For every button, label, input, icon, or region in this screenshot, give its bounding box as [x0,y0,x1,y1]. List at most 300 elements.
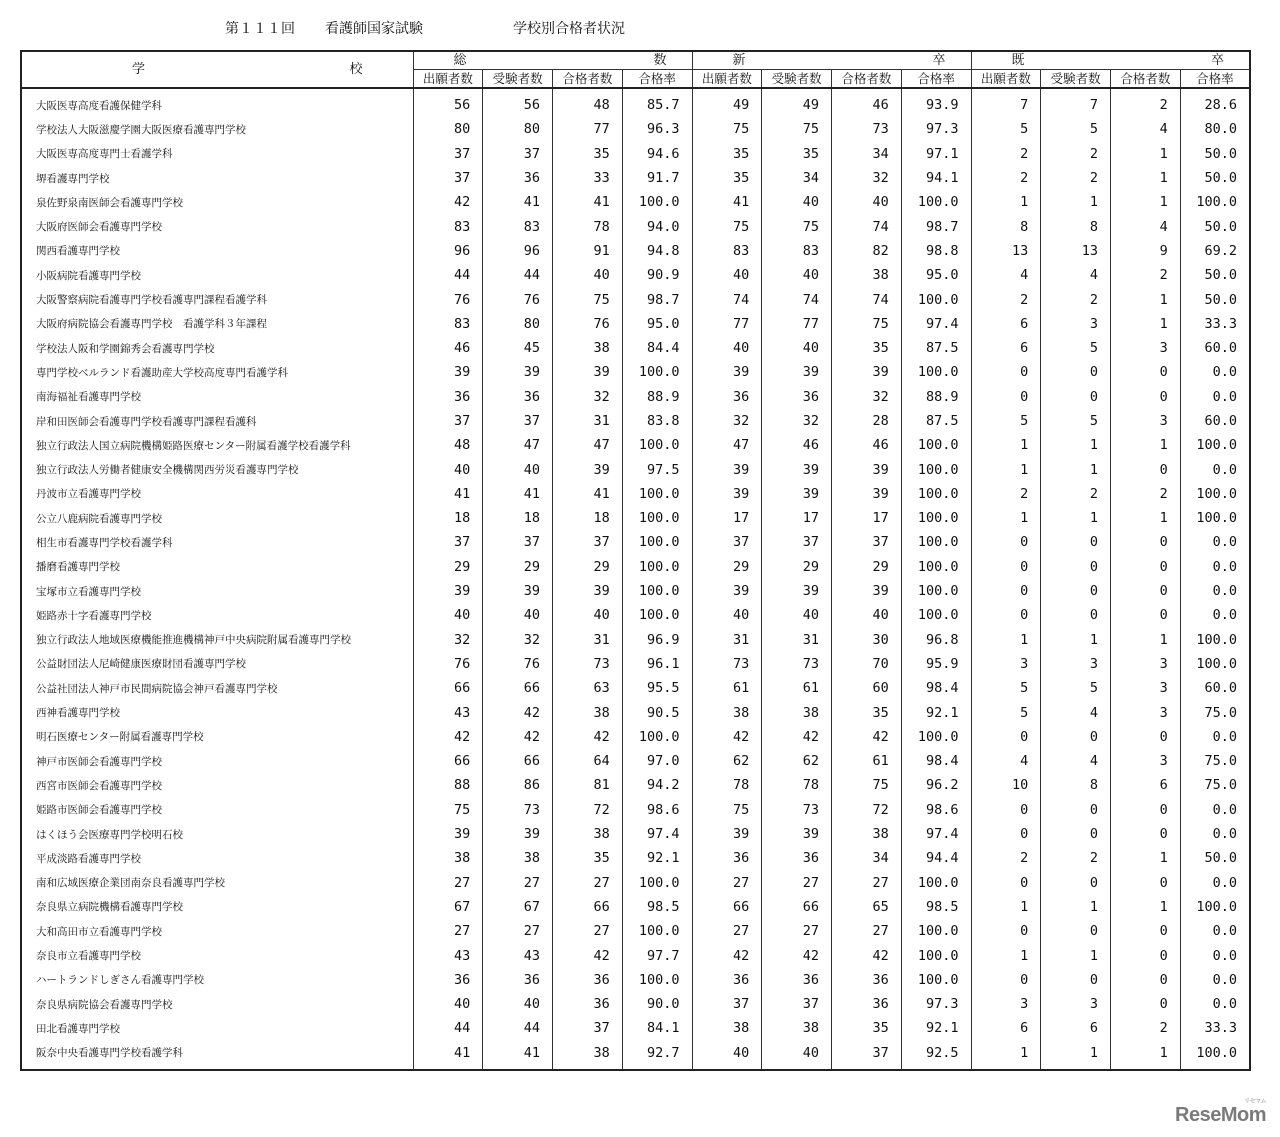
table-row [21,871,1250,895]
value-cell: 66 [483,676,553,700]
value-cell: 8 [971,214,1041,238]
value-cell: 1 [971,457,1041,481]
value-cell: 40 [413,992,483,1016]
value-cell: 42 [762,943,832,967]
value-cell: 100.0 [1180,482,1250,506]
value-cell: 0 [971,725,1041,749]
value-cell: 35 [832,1016,902,1040]
value-cell: 0 [1041,725,1111,749]
value-cell: 49 [692,88,762,117]
value-cell: 33.3 [1180,312,1250,336]
value-cell: 42 [413,725,483,749]
value-cell: 73 [762,798,832,822]
value-cell: 94.8 [622,239,692,263]
value-cell: 50.0 [1180,263,1250,287]
value-cell: 74 [832,214,902,238]
value-cell: 40 [762,190,832,214]
value-cell: 39 [762,482,832,506]
value-cell: 100.0 [1180,652,1250,676]
value-cell: 1 [1111,166,1181,190]
value-cell: 75 [762,117,832,141]
school-name: 大阪医専高度看護保健学科 [21,88,413,117]
value-cell: 98.7 [901,214,971,238]
value-cell: 50.0 [1180,166,1250,190]
table-row [21,919,1250,943]
value-cell: 1 [1111,142,1181,166]
value-cell: 0 [971,871,1041,895]
value-cell: 96.3 [622,117,692,141]
value-cell: 0.0 [1180,457,1250,481]
value-cell: 3 [1041,992,1111,1016]
value-cell: 0 [1111,798,1181,822]
value-cell: 97.5 [622,457,692,481]
value-cell: 94.4 [901,846,971,870]
value-cell: 4 [1041,749,1111,773]
value-cell: 39 [692,579,762,603]
value-cell: 0 [1111,871,1181,895]
value-cell: 41 [483,1041,553,1070]
value-cell: 1 [1111,433,1181,457]
subcolumn-header: 出願者数 [971,70,1041,89]
value-cell: 98.8 [901,239,971,263]
value-cell: 100.0 [901,725,971,749]
value-cell: 29 [692,555,762,579]
value-cell: 40 [413,603,483,627]
results-table [20,50,1251,1071]
value-cell: 100.0 [622,725,692,749]
value-cell: 41 [553,482,623,506]
value-cell: 0 [971,555,1041,579]
value-cell: 4 [1111,214,1181,238]
value-cell: 56 [413,88,483,117]
school-name: 専門学校ベルランド看護助産大学校高度専門看護学科 [21,360,413,384]
school-name: 堺看護専門学校 [21,166,413,190]
value-cell: 6 [1111,773,1181,797]
value-cell: 2 [1041,166,1111,190]
value-cell: 1 [1041,943,1111,967]
group-header-total: 総 数 [413,51,692,70]
school-name: 独立行政法人地域医療機能推進機構神戸中央病院附属看護専門学校 [21,628,413,652]
resemom-logo: リセマム ReseMom [1175,1099,1266,1126]
value-cell: 0 [1041,968,1111,992]
value-cell: 39 [413,579,483,603]
value-cell: 48 [413,433,483,457]
table-row [21,968,1250,992]
value-cell: 40 [762,336,832,360]
value-cell: 34 [832,846,902,870]
value-cell: 0 [971,530,1041,554]
table-row [21,628,1250,652]
value-cell: 6 [1041,1016,1111,1040]
value-cell: 36 [762,968,832,992]
value-cell: 39 [553,457,623,481]
value-cell: 100.0 [901,457,971,481]
value-cell: 1 [971,895,1041,919]
value-cell: 97.7 [622,943,692,967]
value-cell: 5 [971,700,1041,724]
value-cell: 0 [1111,943,1181,967]
value-cell: 98.6 [622,798,692,822]
value-cell: 80 [413,117,483,141]
value-cell: 10 [971,773,1041,797]
value-cell: 36 [692,968,762,992]
value-cell: 37 [553,530,623,554]
value-cell: 75 [762,214,832,238]
value-cell: 47 [692,433,762,457]
value-cell: 78 [692,773,762,797]
school-name: 西神看護専門学校 [21,700,413,724]
value-cell: 35 [832,336,902,360]
school-name: 大阪府病院協会看護専門学校 看護学科３年課程 [21,312,413,336]
value-cell: 31 [692,628,762,652]
value-cell: 50.0 [1180,142,1250,166]
school-name: 奈良市立看護専門学校 [21,943,413,967]
school-name: 独立行政法人労働者健康安全機構関西労災看護専門学校 [21,457,413,481]
value-cell: 60.0 [1180,409,1250,433]
value-cell: 91.7 [622,166,692,190]
value-cell: 38 [413,846,483,870]
table-row [21,239,1250,263]
value-cell: 100.0 [622,433,692,457]
value-cell: 100.0 [622,506,692,530]
value-cell: 80 [483,312,553,336]
value-cell: 39 [692,457,762,481]
value-cell: 100.0 [901,919,971,943]
value-cell: 35 [692,166,762,190]
value-cell: 82 [832,239,902,263]
value-cell: 32 [692,409,762,433]
school-name: はくほう会医療専門学校明石校 [21,822,413,846]
table-row [21,360,1250,384]
value-cell: 95.9 [901,652,971,676]
value-cell: 42 [692,943,762,967]
value-cell: 94.0 [622,214,692,238]
table-row [21,700,1250,724]
value-cell: 17 [692,506,762,530]
school-name: 小阪病院看護専門学校 [21,263,413,287]
school-name: 独立行政法人国立病院機構姫路医療センター附属看護学校看護学科 [21,433,413,457]
table-row [21,676,1250,700]
value-cell: 37 [553,1016,623,1040]
value-cell: 29 [413,555,483,579]
school-name: 宝塚市立看護専門学校 [21,579,413,603]
value-cell: 1 [971,628,1041,652]
value-cell: 39 [832,579,902,603]
value-cell: 40 [762,263,832,287]
value-cell: 34 [832,142,902,166]
value-cell: 2 [971,482,1041,506]
value-cell: 100.0 [901,968,971,992]
value-cell: 1 [971,506,1041,530]
value-cell: 27 [483,871,553,895]
value-cell: 2 [1041,287,1111,311]
school-name: 相生市看護専門学校看護学科 [21,530,413,554]
value-cell: 18 [553,506,623,530]
value-cell: 0.0 [1180,530,1250,554]
value-cell: 31 [553,628,623,652]
value-cell: 0 [1041,871,1111,895]
value-cell: 32 [832,385,902,409]
value-cell: 0 [1041,919,1111,943]
value-cell: 41 [553,190,623,214]
value-cell: 27 [553,919,623,943]
value-cell: 95.5 [622,676,692,700]
value-cell: 85.7 [622,88,692,117]
value-cell: 44 [483,1016,553,1040]
value-cell: 42 [553,725,623,749]
value-cell: 37 [692,530,762,554]
value-cell: 0 [1041,555,1111,579]
table-row [21,1016,1250,1040]
value-cell: 2 [971,166,1041,190]
value-cell: 37 [762,992,832,1016]
value-cell: 42 [832,943,902,967]
value-cell: 46 [832,88,902,117]
value-cell: 75 [832,312,902,336]
school-name: 明石医療センター附属看護専門学校 [21,725,413,749]
table-row [21,312,1250,336]
table-row [21,603,1250,627]
value-cell: 96.1 [622,652,692,676]
value-cell: 1 [1111,846,1181,870]
value-cell: 98.5 [901,895,971,919]
value-cell: 0.0 [1180,992,1250,1016]
value-cell: 100.0 [901,579,971,603]
school-name: 播磨看護専門学校 [21,555,413,579]
value-cell: 39 [832,360,902,384]
value-cell: 67 [413,895,483,919]
value-cell: 75 [553,287,623,311]
value-cell: 83 [483,214,553,238]
table-row [21,142,1250,166]
value-cell: 18 [483,506,553,530]
value-cell: 63 [553,676,623,700]
value-cell: 45 [483,336,553,360]
value-cell: 100.0 [622,579,692,603]
value-cell: 36 [832,992,902,1016]
value-cell: 87.5 [901,409,971,433]
subcolumn-header: 受験者数 [762,70,832,89]
value-cell: 76 [553,312,623,336]
value-cell: 0 [1111,555,1181,579]
table-row [21,992,1250,1016]
table-row [21,117,1250,141]
value-cell: 61 [832,749,902,773]
value-cell: 84.4 [622,336,692,360]
value-cell: 39 [413,822,483,846]
value-cell: 39 [762,457,832,481]
value-cell: 36 [483,385,553,409]
value-cell: 92.5 [901,1041,971,1070]
value-cell: 6 [971,336,1041,360]
school-name: 南海福祉看護専門学校 [21,385,413,409]
value-cell: 100.0 [622,871,692,895]
value-cell: 100.0 [622,919,692,943]
value-cell: 42 [762,725,832,749]
value-cell: 37 [483,530,553,554]
value-cell: 27 [692,919,762,943]
value-cell: 62 [692,749,762,773]
value-cell: 5 [1041,117,1111,141]
value-cell: 33 [553,166,623,190]
value-cell: 0 [1041,603,1111,627]
subcolumn-header: 合格率 [622,70,692,89]
value-cell: 38 [692,1016,762,1040]
value-cell: 39 [692,822,762,846]
value-cell: 37 [762,530,832,554]
school-name: 大和高田市立看護専門学校 [21,919,413,943]
value-cell: 60 [832,676,902,700]
value-cell: 5 [1041,336,1111,360]
value-cell: 18 [413,506,483,530]
value-cell: 44 [483,263,553,287]
table-row [21,214,1250,238]
value-cell: 94.1 [901,166,971,190]
value-cell: 3 [1041,312,1111,336]
value-cell: 37 [413,166,483,190]
value-cell: 37 [692,992,762,1016]
value-cell: 66 [413,676,483,700]
value-cell: 38 [553,822,623,846]
value-cell: 97.4 [901,822,971,846]
value-cell: 32 [553,385,623,409]
value-cell: 0 [1111,603,1181,627]
value-cell: 4 [1041,700,1111,724]
value-cell: 0.0 [1180,919,1250,943]
value-cell: 70 [832,652,902,676]
value-cell: 32 [832,166,902,190]
value-cell: 100.0 [1180,895,1250,919]
value-cell: 98.7 [622,287,692,311]
value-cell: 40 [762,603,832,627]
value-cell: 92.1 [622,846,692,870]
table-row [21,798,1250,822]
value-cell: 100.0 [622,603,692,627]
value-cell: 83 [762,239,832,263]
value-cell: 17 [832,506,902,530]
value-cell: 100.0 [901,190,971,214]
value-cell: 50.0 [1180,214,1250,238]
value-cell: 0 [971,822,1041,846]
subcolumn-header: 合格者数 [1111,70,1181,89]
value-cell: 17 [762,506,832,530]
value-cell: 40 [762,1041,832,1070]
value-cell: 76 [483,287,553,311]
value-cell: 65 [832,895,902,919]
table-row [21,433,1250,457]
value-cell: 0 [1111,725,1181,749]
value-cell: 36 [832,968,902,992]
value-cell: 37 [483,409,553,433]
value-cell: 5 [971,117,1041,141]
value-cell: 40 [692,1041,762,1070]
value-cell: 42 [413,190,483,214]
value-cell: 0 [1041,385,1111,409]
value-cell: 41 [413,482,483,506]
value-cell: 61 [762,676,832,700]
value-cell: 1 [1041,895,1111,919]
value-cell: 100.0 [901,871,971,895]
value-cell: 0 [1111,385,1181,409]
value-cell: 27 [692,871,762,895]
value-cell: 73 [692,652,762,676]
value-cell: 0 [1111,919,1181,943]
group-header-prior-grad: 既 卒 [971,51,1250,70]
value-cell: 88.9 [901,385,971,409]
value-cell: 66 [483,749,553,773]
value-cell: 32 [762,409,832,433]
value-cell: 5 [1041,409,1111,433]
school-name: 奈良県立病院機構看護専門学校 [21,895,413,919]
value-cell: 0.0 [1180,725,1250,749]
value-cell: 0.0 [1180,603,1250,627]
value-cell: 6 [971,1016,1041,1040]
value-cell: 47 [553,433,623,457]
school-name: 田北看護専門学校 [21,1016,413,1040]
value-cell: 98.5 [622,895,692,919]
value-cell: 3 [1111,652,1181,676]
value-cell: 29 [553,555,623,579]
value-cell: 0 [1111,822,1181,846]
value-cell: 31 [553,409,623,433]
value-cell: 77 [553,117,623,141]
value-cell: 93.9 [901,88,971,117]
value-cell: 13 [1041,239,1111,263]
school-name: 大阪府医師会看護専門学校 [21,214,413,238]
value-cell: 40 [413,457,483,481]
school-name: 岸和田医師会看護専門学校看護専門課程看護科 [21,409,413,433]
value-cell: 0.0 [1180,968,1250,992]
value-cell: 7 [971,88,1041,117]
value-cell: 100.0 [622,968,692,992]
school-name: 奈良県病院協会看護専門学校 [21,992,413,1016]
table-row [21,336,1250,360]
value-cell: 0 [971,968,1041,992]
value-cell: 42 [483,725,553,749]
table-row [21,822,1250,846]
value-cell: 40 [553,263,623,287]
value-cell: 0.0 [1180,798,1250,822]
value-cell: 98.6 [901,798,971,822]
value-cell: 74 [692,287,762,311]
value-cell: 0 [1041,798,1111,822]
value-cell: 100.0 [1180,1041,1250,1070]
value-cell: 90.0 [622,992,692,1016]
value-cell: 28 [832,409,902,433]
value-cell: 37 [413,142,483,166]
value-cell: 80.0 [1180,117,1250,141]
school-name: 学校法人大阪滋慶学園大阪医療看護専門学校 [21,117,413,141]
value-cell: 40 [483,457,553,481]
value-cell: 97.3 [901,117,971,141]
value-cell: 7 [1041,88,1111,117]
value-cell: 66 [762,895,832,919]
value-cell: 32 [413,628,483,652]
value-cell: 72 [553,798,623,822]
value-cell: 38 [553,700,623,724]
value-cell: 75.0 [1180,700,1250,724]
value-cell: 74 [762,287,832,311]
value-cell: 100.0 [901,360,971,384]
value-cell: 97.0 [622,749,692,773]
value-cell: 0 [971,919,1041,943]
value-cell: 80 [483,117,553,141]
value-cell: 100.0 [1180,628,1250,652]
value-cell: 1 [1041,433,1111,457]
value-cell: 38 [832,822,902,846]
value-cell: 48 [553,88,623,117]
value-cell: 37 [832,530,902,554]
